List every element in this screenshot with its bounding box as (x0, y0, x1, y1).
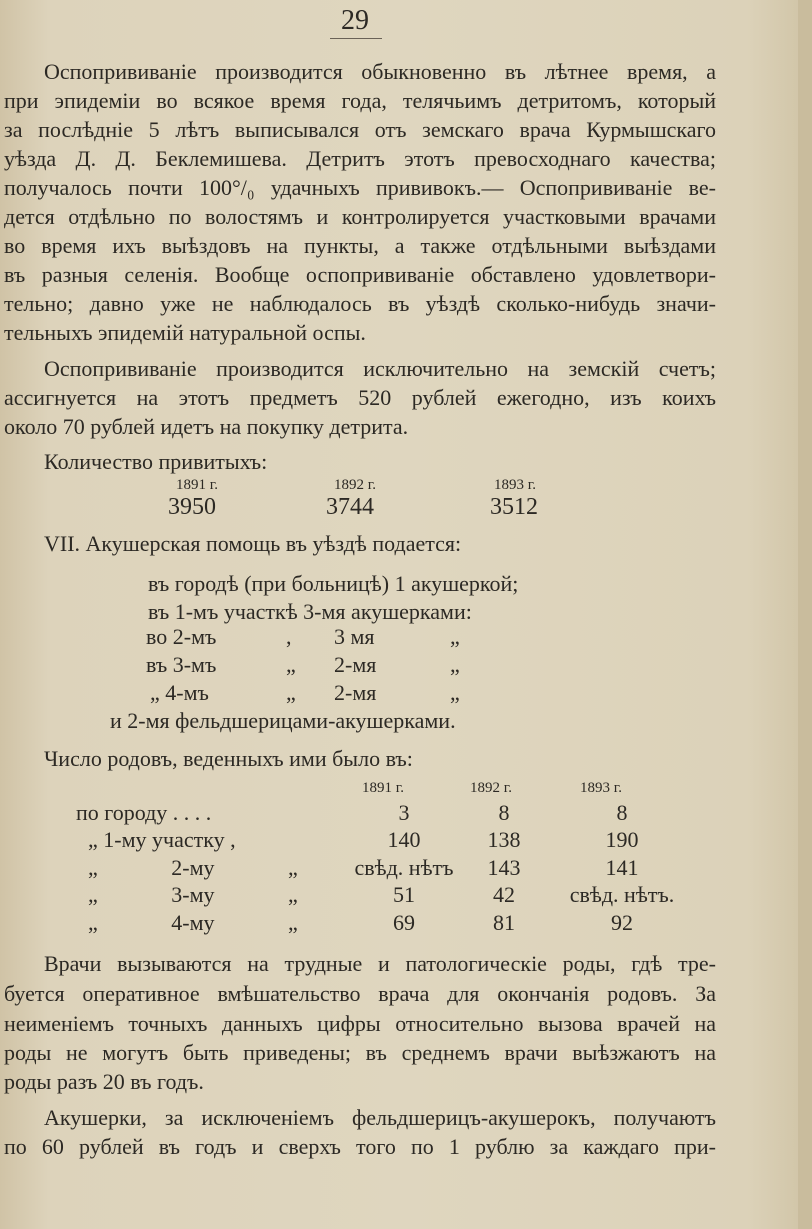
text-line: въ разныя селенія. Вообще оспопрививаніе обставлено удовлетвори- (4, 262, 716, 287)
text-line: неименіемъ точныхъ данныхъ цифры относительно вызова врачей на (4, 1011, 716, 1036)
page-edge (798, 0, 812, 1229)
text-line: во время ихъ выѣздовъ на пункты, а также отдѣльными выѣздами (4, 233, 716, 258)
text-line: около 70 рублей идетъ на покупку детрита. (4, 414, 409, 439)
obstetric-district: „ 4-мъ (150, 680, 209, 705)
ditto-mark: „ (286, 680, 296, 705)
obstetric-count: 2-мя (334, 680, 377, 705)
year-header: 1893 г. (494, 477, 536, 493)
table-cell: 3 (398, 800, 410, 825)
text-line: при эпидеміи во всякое время года, телячьимъ детритомъ, который (4, 88, 716, 113)
year-header: 1891 г. (362, 780, 404, 796)
text-line: роды разъ 20 въ годъ. (4, 1069, 204, 1094)
table-cell: 42 (493, 882, 515, 907)
table-label: Число родовъ, веденныхъ ими было въ: (44, 746, 413, 771)
year-header: 1892 г. (334, 477, 376, 493)
row-label: „ 3-му „ (88, 882, 298, 907)
text-line: Оспопрививаніе производится обыкновенно въ лѣтнее время, а (44, 59, 716, 84)
table-cell: 8 (616, 800, 628, 825)
ditto-mark: , (286, 624, 292, 649)
table-cell: 69 (393, 910, 415, 935)
table-cell: 141 (605, 855, 639, 880)
obstetric-row: въ городѣ (при больницѣ) 1 акушеркой; (148, 571, 519, 596)
obstetric-row: въ 1-мъ участкѣ 3-мя акушерками: (148, 599, 472, 624)
ditto-mark: „ (450, 624, 460, 649)
text-line: Акушерки, за исключеніемъ фельдшерицъ-акушерокъ, получаютъ (44, 1105, 716, 1130)
text-line: дется отдѣльно по волостямъ и контролируется участковыми врачами (4, 204, 716, 229)
text-line: тельныхъ эпидемій натуральной оспы. (4, 320, 366, 345)
text-line: тельно; давно уже не наблюдалось въ уѣздѣ сколько-нибудь значи- (4, 291, 716, 316)
section-heading: VII. Акушерская помощь въ уѣздѣ подается: (44, 531, 462, 556)
vaccination-value: 3512 (490, 494, 538, 520)
table-cell: 92 (611, 910, 633, 935)
text-line: получалось почти 100°/₀ удачныхъ прививокъ.— Оспопрививаніе ве- (4, 175, 716, 200)
section-label: Количество привитыхъ: (44, 449, 268, 474)
obstetric-district: въ 3-мъ (146, 652, 217, 677)
table-cell: 51 (393, 882, 415, 907)
row-label: „ 4-му „ (88, 910, 298, 935)
year-header: 1893 г. (580, 780, 622, 796)
obstetric-district: во 2-мъ (146, 624, 217, 649)
row-label: по городу . . . . (76, 800, 212, 825)
ditto-mark: „ (450, 652, 460, 677)
text-line: уѣзда Д. Д. Беклемишева. Детритъ этотъ превосходнаго качества; (4, 146, 716, 171)
text-line: по 60 рублей въ годъ и сверхъ того по 1 рублю за каждаго при- (4, 1134, 716, 1159)
table-cell: 140 (387, 827, 421, 852)
ditto-mark: „ (286, 652, 296, 677)
obstetric-row: и 2-мя фельдшерицами-акушерками. (110, 708, 456, 733)
text-line: за послѣдніе 5 лѣтъ выписывался отъ земскаго врача Курмышскаго (4, 117, 716, 142)
vaccination-value: 3950 (168, 494, 216, 520)
year-header: 1892 г. (470, 780, 512, 796)
obstetric-count: 2-мя (334, 652, 377, 677)
text-line: Врачи вызываются на трудные и патологическіе роды, гдѣ тре- (44, 951, 716, 976)
table-cell: 81 (493, 910, 515, 935)
text-line: роды не могутъ быть приведены; въ среднемъ врачи выѣзжаютъ на (4, 1040, 716, 1065)
row-label: „ 1-му участку , (88, 827, 236, 852)
table-cell: свѣд. нѣтъ. (569, 882, 675, 907)
table-cell: 8 (498, 800, 510, 825)
table-cell: 138 (487, 827, 521, 852)
table-cell: свѣд. нѣтъ (354, 855, 454, 880)
table-cell: 143 (487, 855, 521, 880)
page-number: 29 (341, 5, 369, 36)
vaccination-value: 3744 (326, 494, 374, 520)
text-line: буется оперативное вмѣшательство врача для окончанія родовъ. За (4, 981, 716, 1006)
table-cell: 190 (605, 827, 639, 852)
obstetric-count: 3 мя (334, 624, 375, 649)
row-label: „ 2-му „ (88, 855, 298, 880)
ditto-mark: „ (450, 680, 460, 705)
page-number-rule (330, 38, 382, 39)
year-header: 1891 г. (176, 477, 218, 493)
text-line: Оспопрививаніе производится исключительно на земскій счетъ; (44, 356, 716, 381)
text-line: ассигнуется на этотъ предметъ 520 рублей ежегодно, изъ коихъ (4, 385, 716, 410)
